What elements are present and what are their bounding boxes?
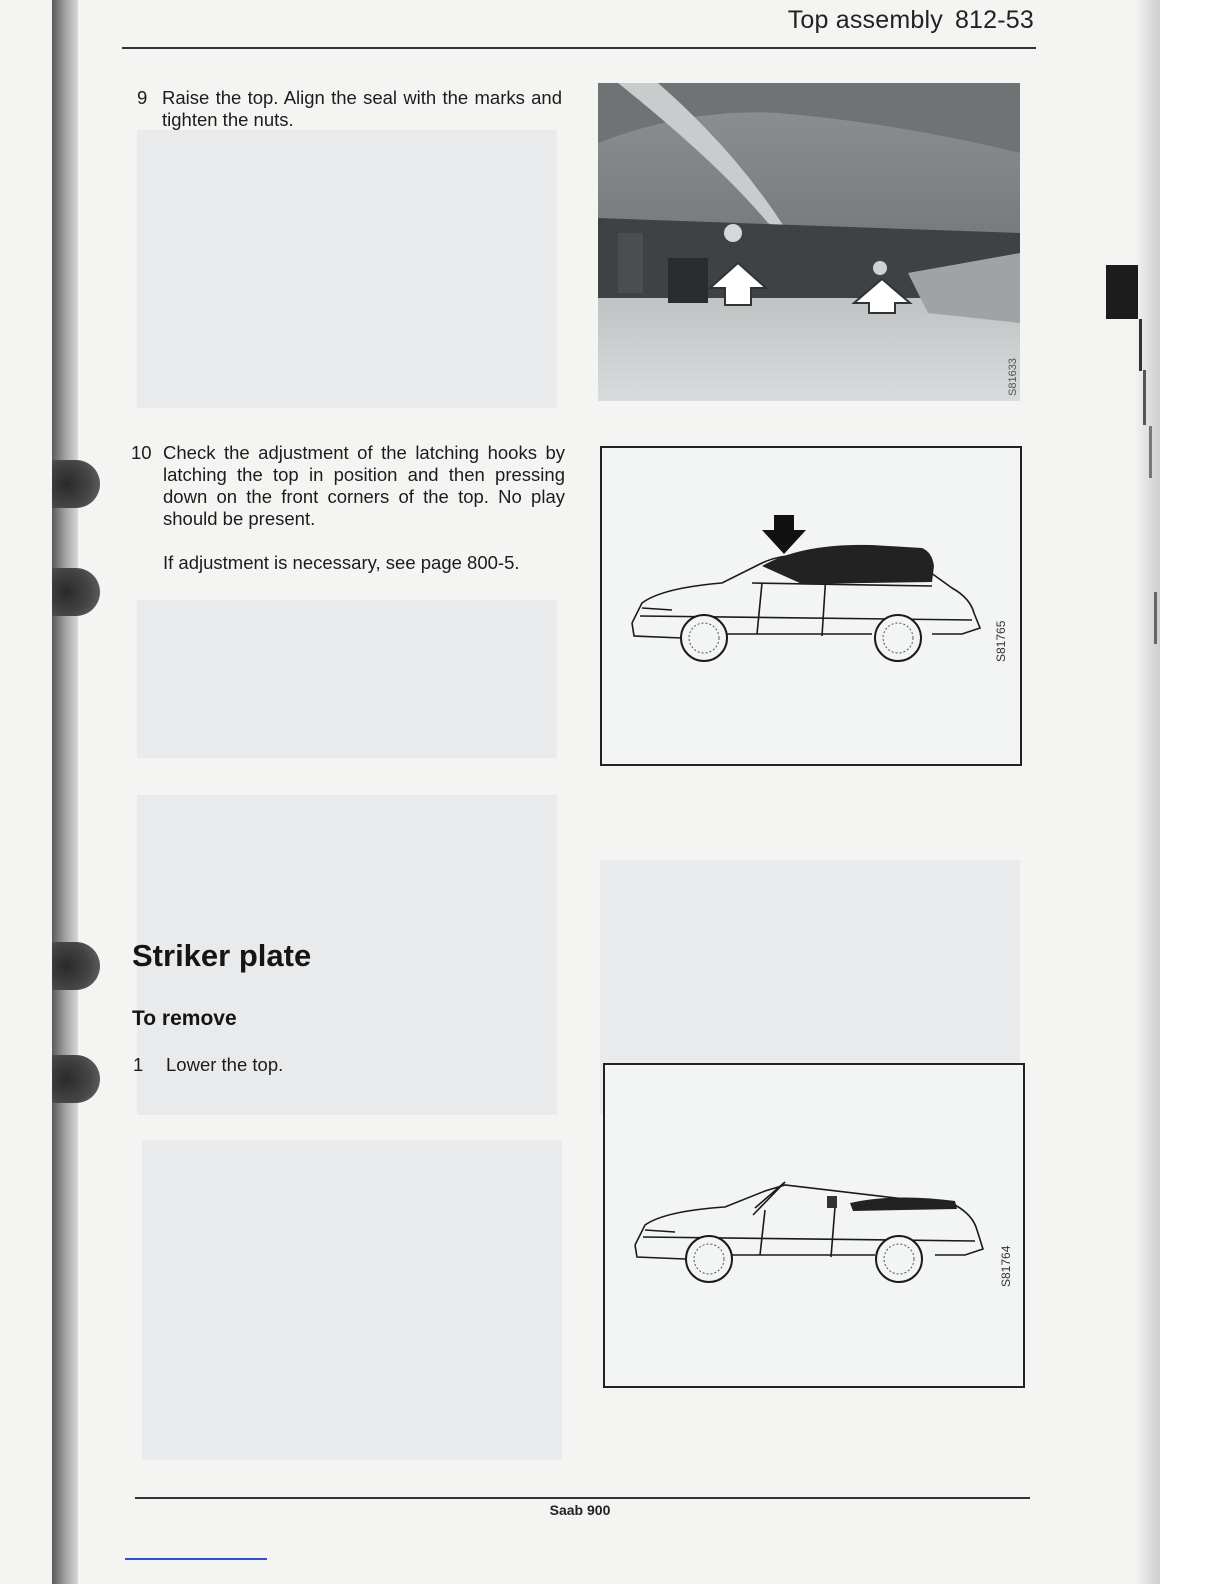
arrow-down-icon — [762, 515, 806, 554]
footer-rule — [135, 1497, 1030, 1499]
page-edge — [1136, 0, 1160, 1584]
figure-id: S81765 — [994, 620, 1008, 662]
edge-mark — [1149, 426, 1152, 478]
car-top-raised-figure — [600, 446, 1022, 766]
binder-hole — [52, 460, 100, 508]
section-edge-tab — [1106, 265, 1138, 319]
car-top-lowered — [605, 1065, 1023, 1386]
figure-id: S81633 — [1007, 358, 1019, 396]
corner-link-underline — [125, 1558, 267, 1560]
show-through-shadow — [142, 1140, 562, 1460]
page-margin — [1160, 0, 1224, 1584]
step-number: 9 — [137, 87, 148, 108]
edge-mark — [1139, 319, 1142, 371]
edge-mark — [1143, 370, 1146, 425]
page-number: 812-53 — [954, 6, 1034, 34]
header-rule — [122, 47, 1036, 49]
edge-mark — [1154, 592, 1157, 644]
car-top-raised-arrow — [602, 448, 1020, 764]
binder-hole — [52, 1055, 100, 1103]
step-number: 1 — [133, 1054, 144, 1075]
binding-strip — [52, 0, 78, 1584]
step-text: Check the adjustment of the latching hooks by latching the top in position and then pressing down on the front corners of the top. No play should be present. — [163, 442, 565, 529]
binder-hole — [52, 942, 100, 990]
section-subtitle: To remove — [132, 1007, 237, 1030]
seal-alignment-photo — [598, 83, 1020, 401]
binder-hole — [52, 568, 100, 616]
show-through-shadow — [137, 130, 557, 408]
page-header — [788, 6, 1034, 35]
step-text: Raise the top. Align the seal with the marks and tighten the nuts. — [162, 87, 562, 130]
step-note: If adjustment is necessary, see page 800-5. — [163, 552, 520, 573]
section-title: Striker plate — [132, 938, 312, 973]
step-text: Lower the top. — [166, 1054, 284, 1075]
footer-model: Saab 900 — [549, 1502, 611, 1518]
step-number: 10 — [131, 442, 152, 463]
car-top-lowered-figure — [603, 1063, 1025, 1388]
figure-id: S81764 — [999, 1245, 1013, 1287]
show-through-shadow — [137, 600, 557, 758]
page-header-title: Top assembly — [787, 6, 943, 34]
